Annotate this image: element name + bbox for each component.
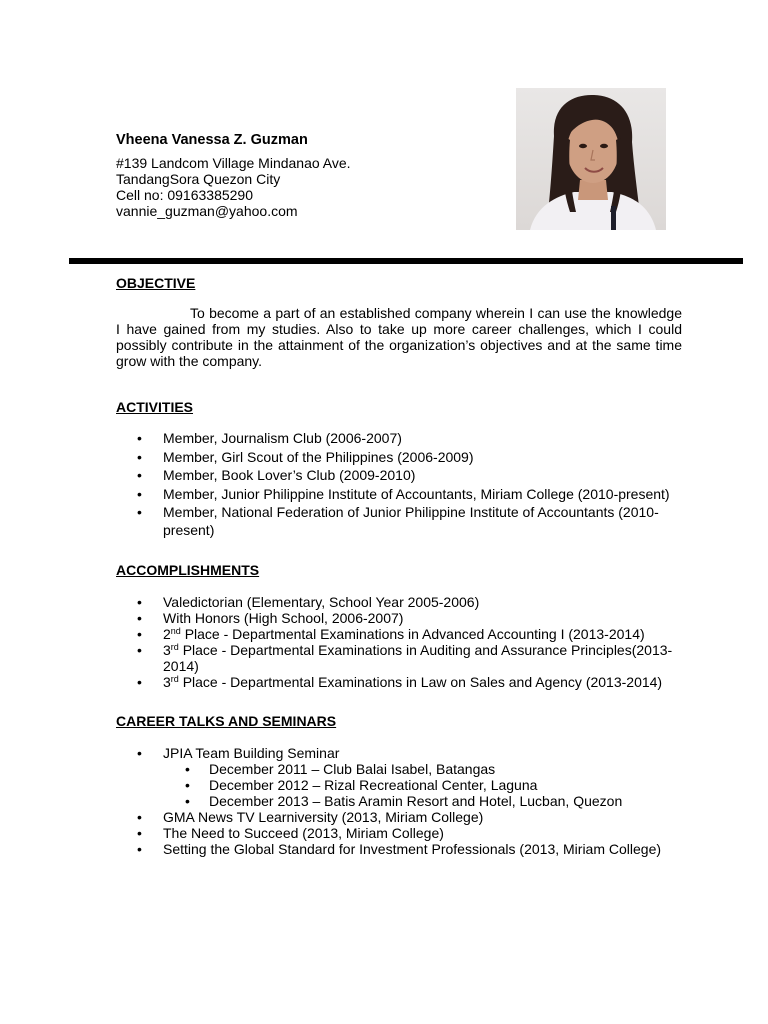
bullet-icon: • xyxy=(185,777,190,793)
sub-list xyxy=(163,761,696,809)
sub-list-item: • December 2011 – Club Balai Isabel, Batangas xyxy=(185,761,496,777)
list-item: • The Need to Succeed (2013, Miriam College) xyxy=(137,825,444,841)
list-item: • With Honors (High School, 2006-2007) xyxy=(137,610,404,626)
profile-photo xyxy=(516,88,666,230)
bullet-icon: • xyxy=(137,745,142,761)
bullet-icon: • xyxy=(137,642,142,658)
bullet-icon: • xyxy=(137,594,142,610)
sub-list-item: • December 2013 – Batis Aramin Resort and Hotel, Lucban, Quezon xyxy=(185,793,623,809)
list-item: • JPIA Team Building Seminar • December 2011 – Club Balai Isabel, Batangas • December 2012 – Rizal Recreational Center, Laguna • December 2013 – Batis Aramin Resort and Hotel, Lucban, Quezon xyxy=(116,745,696,809)
bullet-icon: • xyxy=(137,610,142,626)
bullet-icon: • xyxy=(137,626,142,642)
bullet-icon: • xyxy=(137,485,142,502)
objective-text xyxy=(116,305,682,369)
bullet-icon: • xyxy=(137,825,142,841)
list-item: • Member, National Federation of Junior Philippine Institute of Accountants (2010-present) xyxy=(137,504,659,538)
bullet-icon: • xyxy=(137,504,142,520)
accomplishments-heading: ACCOMPLISHMENTS xyxy=(116,562,260,578)
bullet-icon: • xyxy=(185,761,190,777)
list-item: • GMA News TV Learniversity (2013, Miriam College) xyxy=(137,809,484,825)
list-item: • 2nd Place - Departmental Examinations in Advanced Accounting I (2013-2014) xyxy=(137,626,645,642)
bullet-icon: • xyxy=(137,841,142,857)
career-list xyxy=(116,745,696,857)
email-address: vannie_guzman@yahoo.com xyxy=(116,203,298,219)
list-item: • Setting the Global Standard for Investment Professionals (2013, Miriam College) xyxy=(137,841,662,857)
phone-number: Cell no: 09163385290 xyxy=(116,187,254,203)
list-item: • Valedictorian (Elementary, School Year 2005-2006) xyxy=(137,594,480,610)
bullet-icon: • xyxy=(185,793,190,809)
bullet-icon: • xyxy=(137,467,142,483)
objective-heading: OBJECTIVE xyxy=(116,275,196,291)
applicant-name: Vheena Vanessa Z. Guzman xyxy=(116,132,308,148)
bullet-icon: • xyxy=(137,430,142,446)
activities-list xyxy=(116,429,696,539)
bullet-icon: • xyxy=(137,448,142,465)
list-item: • Member, Book Lover’s Club (2009-2010) xyxy=(137,467,416,483)
address-line-2: TandangSora Quezon City xyxy=(116,171,281,187)
sub-list-item: • December 2012 – Rizal Recreational Center, Laguna xyxy=(185,777,538,793)
contact-block xyxy=(116,155,351,219)
career-heading: CAREER TALKS AND SEMINARS xyxy=(116,713,337,729)
list-item: • 3rd Place - Departmental Examinations in Law on Sales and Agency (2013-2014) xyxy=(137,674,663,690)
address-line-1: #139 Landcom Village Mindanao Ave. xyxy=(116,155,351,171)
objective-paragraph: To become a part of an established company wherein I can use the knowledge I have gained from my studies. Also to take up more career challenges, which I could possibly contribute in the attainment of the organization’s objectives and at the same time grow with the company. xyxy=(116,305,682,369)
list-item: • Member, Girl Scout of the Philippines (2006-2009) xyxy=(137,448,474,465)
bullet-icon: • xyxy=(137,674,142,690)
activities-heading: ACTIVITIES xyxy=(116,399,194,415)
header-divider xyxy=(69,258,743,264)
list-item: • 3rd Place - Departmental Examinations in Auditing and Assurance Principles(2013-2014) xyxy=(137,642,673,674)
list-item: • Member, Junior Philippine Institute of Accountants, Miriam College (2010-present) xyxy=(137,485,670,502)
accomplishments-list xyxy=(116,594,696,690)
bullet-icon: • xyxy=(137,809,142,825)
list-item: • Member, Journalism Club (2006-2007) xyxy=(137,430,402,446)
